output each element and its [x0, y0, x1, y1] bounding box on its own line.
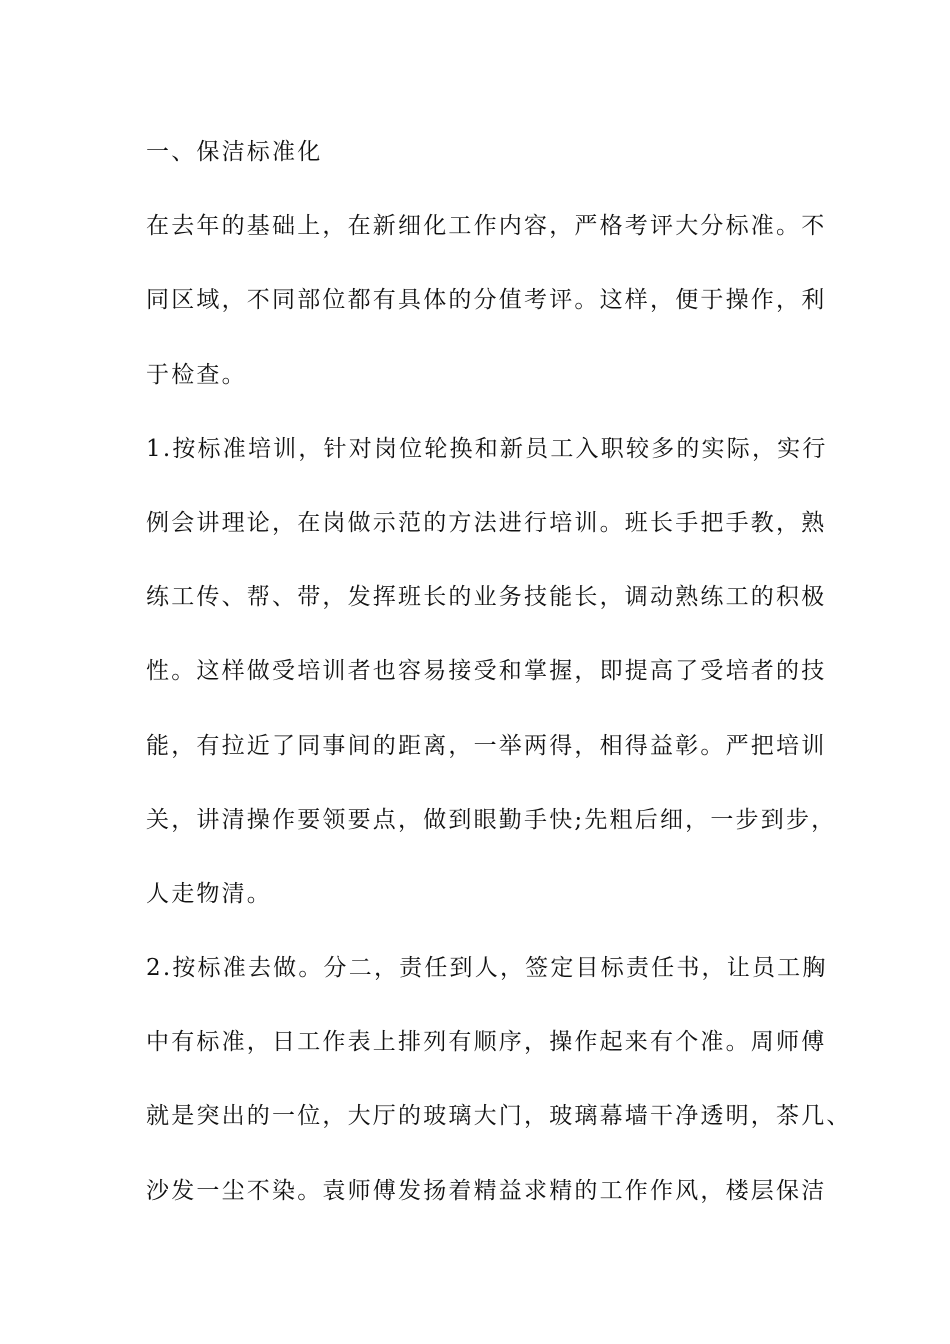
paragraph-line: 2.按标准去做。分二，责任到人，签定目标责任书，让员工胸 — [146, 955, 828, 982]
document-body — [146, 132, 852, 1245]
section-heading: 一、保洁标准化 — [146, 139, 323, 165]
paragraph-line: 沙发一尘不染。袁师傅发扬着精益求精的工作作风，楼层保洁 — [146, 1177, 827, 1204]
paragraph-line: 于检查。 — [146, 361, 247, 388]
paragraph-line: 练工传、帮、带，发挥班长的业务技能长，调动熟练工的积极 — [146, 584, 827, 611]
paragraph-line: 在去年的基础上，在新细化工作内容，严格考评大分标准。不 — [146, 213, 827, 240]
paragraph-line: 人走物清。 — [146, 880, 272, 907]
paragraph-line: 性。这样做受培训者也容易接受和掌握，即提高了受培者的技 — [146, 658, 827, 685]
paragraph-line: 1.按标准培训，针对岗位轮换和新员工入职较多的实际，实行 — [146, 435, 828, 462]
paragraph-line: 能，有拉近了同事间的距离，一举两得，相得益彰。严把培训 — [146, 732, 827, 759]
paragraph-line: 同区域，不同部位都有具体的分值考评。这样，便于操作，利 — [146, 287, 827, 314]
paragraph-line: 中有标准，日工作表上排列有顺序，操作起来有个准。周师傅 — [146, 1029, 827, 1056]
paragraph-line: 关，讲清操作要领要点，做到眼勤手快;先粗后细，一步到步， — [146, 806, 837, 833]
paragraph-line: 就是突出的一位，大厅的玻璃大门，玻璃幕墙干净透明，茶几、 — [146, 1103, 852, 1130]
paragraph-line: 例会讲理论，在岗做示范的方法进行培训。班长手把手教，熟 — [146, 509, 827, 536]
